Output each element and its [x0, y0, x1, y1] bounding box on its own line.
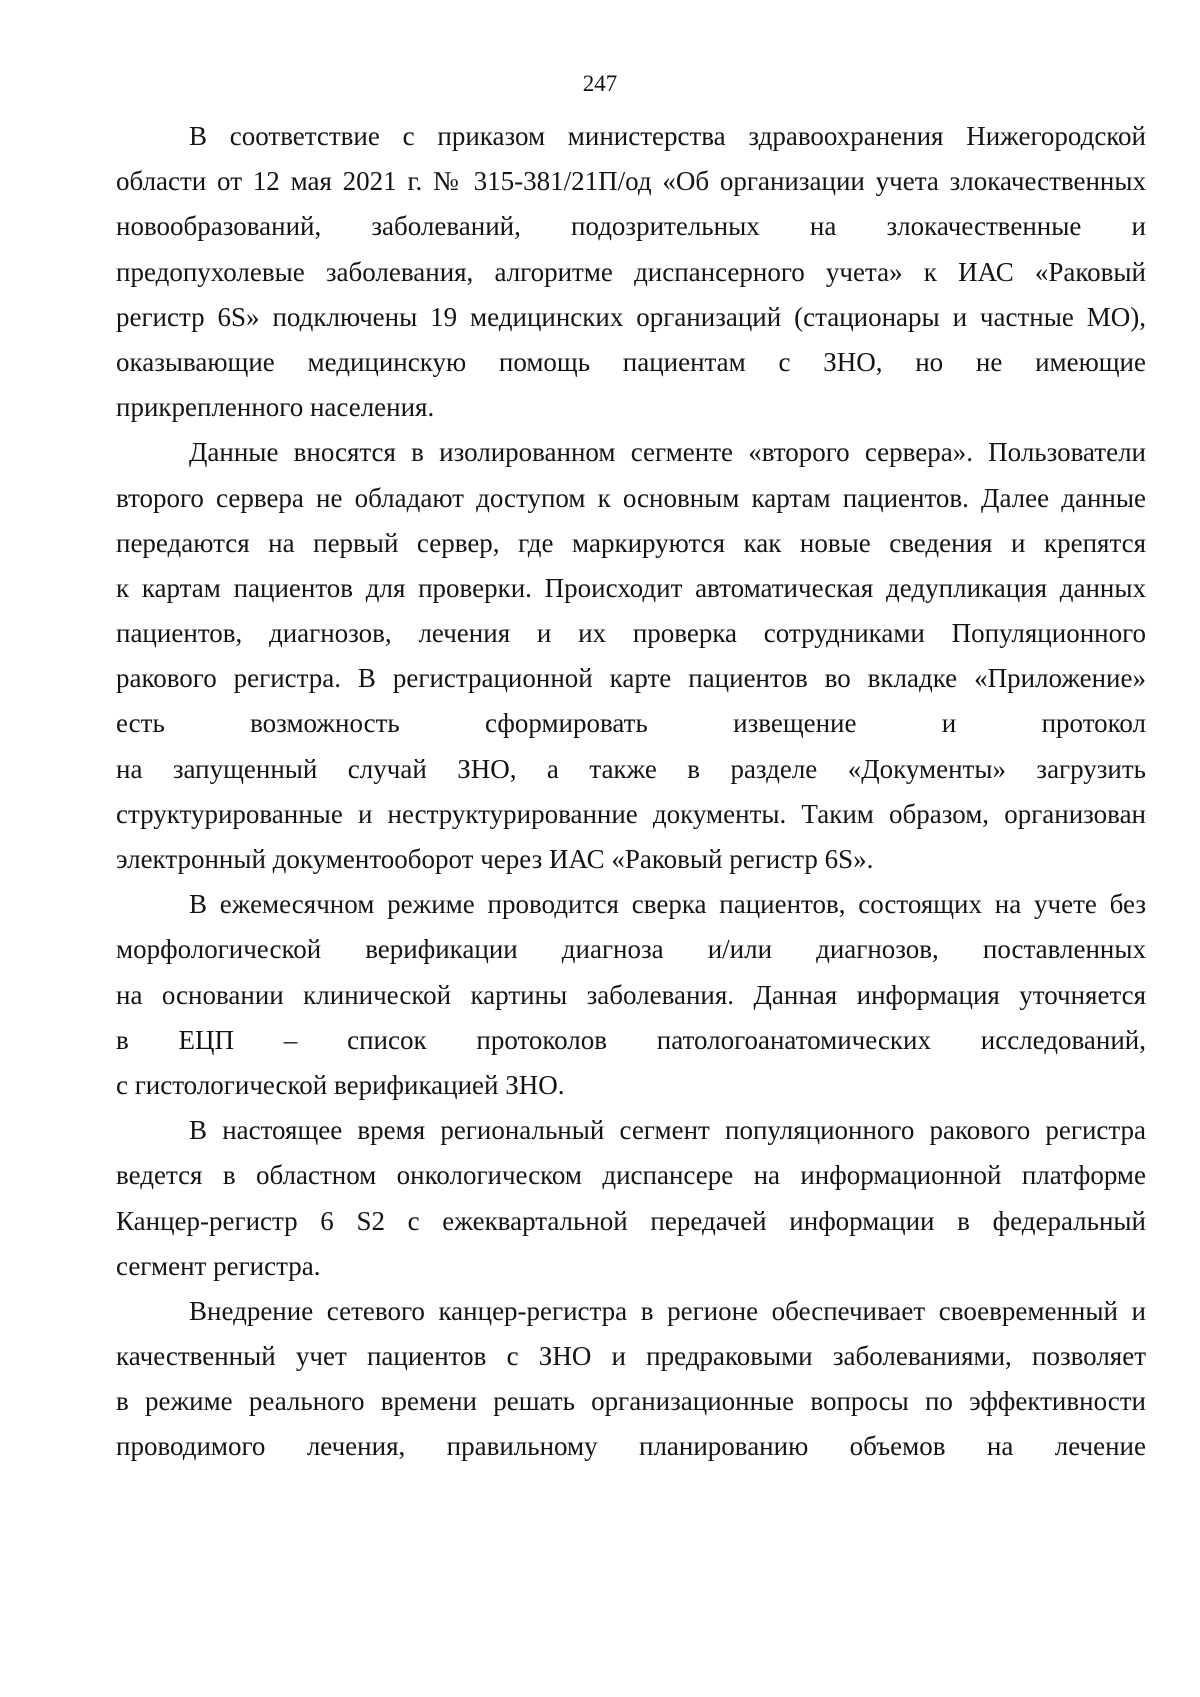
text-line: Внедрение сетевого канцер-регистра в регионе обеспечивает своевременный и — [189, 1295, 1146, 1326]
text-line: сегмент регистра. — [116, 1250, 321, 1281]
text-line: Данные вносятся в изолированном сегменте «второго сервера». Пользователи — [189, 437, 1146, 468]
text-line: в режиме реального времени решать организационные вопросы по эффективности — [116, 1386, 1146, 1417]
text-line: оказывающие медицинскую помощь пациентам с ЗНО, но не имеющие — [116, 346, 1146, 377]
text-line: регистр 6S» подключены 19 медицинских организаций (стационары и частные МО), — [116, 301, 1146, 332]
text-line: прикрепленного населения. — [116, 392, 435, 423]
text-line: в ЕЦП – список протоколов патологоанатомических исследований, — [116, 1024, 1146, 1055]
text-line: предопухолевые заболевания, алгоритме диспансерного учета» к ИАС «Раковый — [116, 256, 1146, 287]
text-line: В настоящее время региональный сегмент популяционного ракового регистра — [189, 1115, 1146, 1146]
paragraph-5 — [116, 1289, 1146, 1470]
document-body — [116, 114, 1146, 1470]
paragraph-1 — [116, 114, 1146, 430]
text-line: качественный учет пациентов с ЗНО и предраковыми заболеваниями, позволяет — [116, 1341, 1146, 1372]
text-line: с гистологической верификацией ЗНО. — [116, 1069, 565, 1100]
paragraph-3 — [116, 882, 1146, 1108]
text-line: новообразований, заболеваний, подозрительных на злокачественные и — [116, 211, 1146, 242]
text-line: ведется в областном онкологическом диспансере на информационной платформе — [116, 1160, 1146, 1191]
text-line: второго сервера не обладают доступом к основным картам пациентов. Далее данные — [116, 482, 1146, 513]
text-line: В ежемесячном режиме проводится сверка пациентов, состоящих на учете без — [189, 889, 1146, 920]
paragraph-2 — [116, 430, 1146, 882]
text-line: проводимого лечения, правильному планированию объемов на лечение — [116, 1431, 1146, 1462]
text-line: области от 12 мая 2021 г. № 315-381/21П/од «Об организации учета злокачественных — [116, 166, 1146, 197]
text-line: ракового регистра. В регистрационной карте пациентов во вкладке «Приложение» — [116, 663, 1146, 694]
text-line: передаются на первый сервер, где маркируются как новые сведения и крепятся — [116, 527, 1146, 558]
text-line: морфологической верификации диагноза и/или диагнозов, поставленных — [116, 934, 1146, 965]
text-line: к картам пациентов для проверки. Происходит автоматическая дедупликация данных — [116, 572, 1146, 603]
page-number: 247 — [582, 71, 618, 96]
text-line: Канцер-регистр 6 S2 с ежеквартальной передачей информации в федеральный — [116, 1205, 1146, 1236]
text-line: на запущенный случай ЗНО, а также в разделе «Документы» загрузить — [116, 753, 1146, 784]
text-line: электронный документооборот через ИАС «Раковый регистр 6S». — [116, 844, 874, 874]
text-line: структурированные и неструктурированние документы. Таким образом, организован — [116, 798, 1146, 829]
paragraph-4 — [116, 1108, 1146, 1289]
text-line: В соответствие с приказом министерства здравоохранения Нижегородской — [189, 121, 1146, 151]
text-line: на основании клинической картины заболевания. Данная информация уточняется — [116, 979, 1146, 1010]
text-line: пациентов, диагнозов, лечения и их проверка сотрудниками Популяционного — [116, 618, 1146, 649]
text-line: есть возможность сформировать извещение и протокол — [116, 708, 1146, 739]
